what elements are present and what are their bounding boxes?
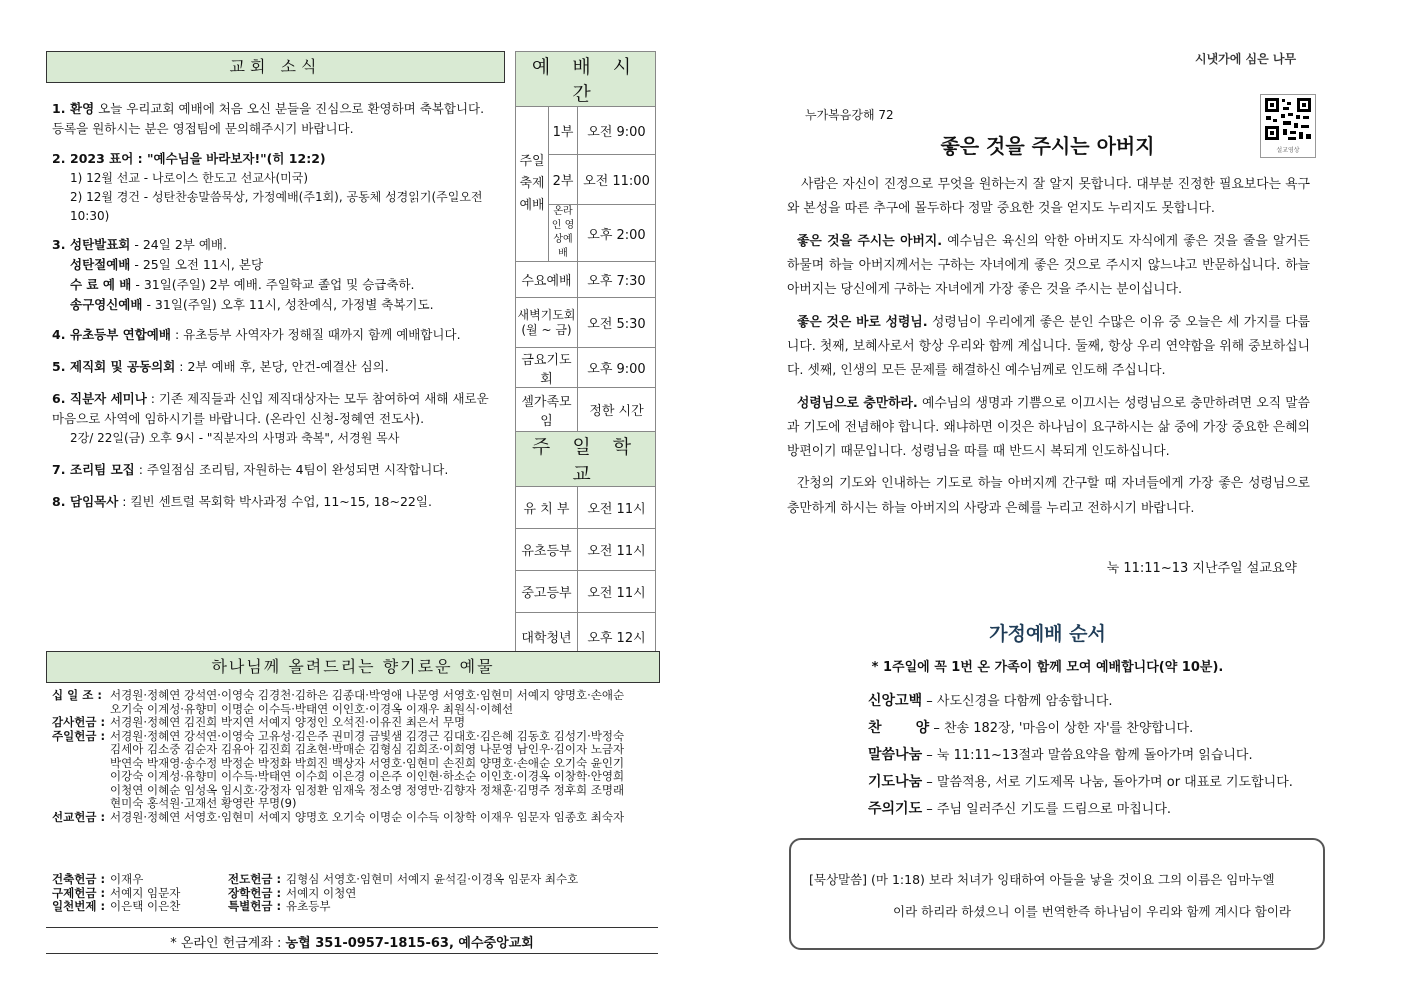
offering-names: 서경원·정혜연 강석연·이영숙 김경천·김하은 김종대·박영애 나문영 서영호·임현미 서예지 양명호·손애순 오기숙 이계성·유향미 이명순 이수득·박태연 이인호·이경옥 이재우 최원식·이혜선 [110,688,625,716]
worship-step-text: – 말씀적용, 서로 기도제목 나눔, 돌아가며 or 대표로 기도합니다. [926,775,1293,790]
news-head: 성탄발표회 [70,236,131,252]
worship-step-label: 기도나눔 [868,774,923,790]
qr-caption: 설교영상 [1276,147,1300,154]
bottom-rule [46,953,658,954]
sermon-p4-head: 성령님으로 충만하라. [797,395,918,411]
news-subline: 2) 12월 경건 - 성탄찬송말씀묵상, 가정예배(주1회), 공동체 성경읽기(주일오전10:30) [70,190,483,224]
offering-row [52,716,632,730]
account-prefix: * 온라인 헌금계좌 : [170,936,282,951]
worship-step [868,688,1318,715]
news-text: : 주일점심 조리팀, 자원하는 4팀이 완성되면 시작합니다. [138,461,449,477]
worship-step-text: – 사도신경을 다함께 암송합니다. [926,694,1113,709]
news-text: - 25일 오전 11시, 본당 [134,256,264,272]
offering-names: 서예지 임문자 [110,885,181,900]
news-number: 2. [52,151,66,166]
service-time: 오전 9:00 [578,107,656,155]
sermon-p4 [787,392,1310,465]
worship-step-label: 신앙고백 [868,693,923,709]
offering-row [52,873,642,887]
news-head: 수 료 예 배 [70,276,132,292]
offering-names: 서경원·정혜연 서영호·임현미 서예지 양명호 오기숙 이명순 이수득 이창학 이재우 임문자 임종호 최숙자 [110,809,625,824]
school-title: 주 일 학 교 [516,432,656,487]
sermon-p3-head: 좋은 것은 바로 성령님. [797,314,928,330]
news-subline: 1) 12월 선교 - 나로이스 한도고 선교사(미국) [70,171,309,185]
sermon-p2-head: 좋은 것을 주시는 아버지. [797,233,943,249]
sermon-p2-text: 예수님은 육신의 악한 아버지도 자식에게 좋은 것을 줄을 알거든 하물며 하늘 아버지께서는 구하는 자녀에게 좋은 것으로 주시지 않느냐고 반문하십니다. 하늘 아버지는 당신에게 구하는 자녀에게 가장 좋은 것을 주시는 분이십니다. [787,233,1310,298]
offering-row [52,689,632,716]
news-head: 직분자 세미나 [70,390,147,406]
news-head: 제직회 및 공동의회 [70,358,176,374]
offering-names: 이재우 [110,872,144,886]
news-item [52,99,498,139]
service-time: 오전 5:30 [578,298,656,348]
account-line [46,932,658,951]
worship-step-text: – 눅 11:11~13절과 말씀요약을 함께 돌아가며 읽습니다. [926,748,1253,763]
school-time: 오전 11시 [578,529,656,571]
sermon-p2 [787,230,1310,303]
news-item [52,325,498,345]
offering-header [46,651,660,683]
offering-names: 서예지 이청연 [286,885,357,900]
news-item [52,389,498,448]
service-name: 2부 [549,155,578,205]
service-time: 오후 7:30 [578,262,656,298]
offering-label: 감사헌금 : [52,715,106,729]
offering-pairs [52,873,642,914]
news-head: 송구영신예배 [70,296,143,312]
news-number: 8. [52,493,66,509]
schedule-title: 예 배 시 간 [516,52,656,107]
news-title: 교회 소식 [229,57,322,76]
news-text: : 킬빈 센트럴 목회학 박사과정 수업, 11~15, 18~22일. [122,493,432,509]
offering-names: 이은택 이은찬 [110,899,181,913]
offering-label: 십 일 조 : [52,688,102,702]
news-text: : 2부 예배 후, 본당, 안건-예결산 심의. [179,358,389,374]
worship-step-text: – 찬송 182장, '마음이 상한 자'를 찬양합니다. [933,721,1194,736]
news-head: 조리팀 모집 [70,461,135,477]
news-head: 담임목사 [70,493,119,509]
series-label: 누가복음강해 72 [805,108,894,122]
service-name: 온라인 영상예배 [549,205,578,262]
meditation-box [789,838,1325,950]
worship-step [868,715,1318,742]
meditation-line1: [묵상말씀] (마 1:18) 보라 처녀가 잉태하여 아들을 낳을 것이요 그의 이름은 임마누엘 [809,872,1275,887]
service-name: 1부 [549,107,578,155]
news-number: 5. [52,358,66,374]
service-name: 금요기도회 [516,348,578,388]
offering-label: 특별헌금 : [228,899,282,913]
sermon-p3 [787,311,1310,384]
service-time: 오후 2:00 [578,205,656,262]
offering-names: 김형심 서영호·임현미 서예지 윤석길·이경옥 임문자 최수호 [286,872,579,886]
service-name: 새벽기도회 (월 ~ 금) [516,298,578,348]
news-subline: 2강/ 22일(금) 오후 9시 - "직분자의 사명과 축복", 서경원 목사 [70,430,400,445]
offering-row [52,730,632,811]
offering-label: 일천번제 : [52,899,106,913]
offering-row [52,811,632,825]
worship-step-label: 말씀나눔 [868,747,923,763]
sermon-p1: 사람은 자신이 진정으로 무엇을 원하는지 잘 알지 못합니다. 대부분 진정한 필요보다는 욕구와 본성을 따른 추구에 몰두하다 정말 중요한 것을 얻지도 누리지도 못합니다. [787,177,1310,217]
news-text: 오늘 우리교회 예배에 처음 오신 분들을 진심으로 환영하며 축복합니다. 등록을 원하시는 분은 영접팀에 문의해주시기 바랍니다. [52,101,485,136]
school-time: 오후 12시 [578,613,656,661]
offering-label: 장학헌금 : [228,885,282,900]
news-head: 유초등부 연합예배 [70,326,171,342]
news-item [52,235,498,255]
news-head: 2023 표어 : "예수님을 바라보자!"(히 12:2) [70,151,326,166]
sunday-label: 주일 축제 예배 [516,107,549,262]
service-name: 셀가족모임 [516,388,578,432]
news-item [52,357,498,377]
school-name: 대학청년 [516,613,578,661]
account-number: 농협 351-0957-1815-63, 예수중앙교회 [285,936,534,951]
school-time: 오전 11시 [578,487,656,529]
offering-list [52,689,632,824]
worship-step-label: 주의기도 [868,801,923,817]
news-number: 7. [52,461,66,477]
school-name: 유 치 부 [516,487,578,529]
school-name: 유초등부 [516,529,578,571]
offering-divider [46,927,658,928]
worship-order [868,688,1318,823]
news-number: 6. [52,390,66,406]
worship-step-label: 찬 양 [868,720,930,736]
news-text: - 31일(주일) 오후 11시, 성찬예식, 가정별 축복기도. [146,296,434,312]
news-item [52,460,498,480]
news-text: - 31일(주일) 2부 예배. 주일학교 졸업 및 승급축하. [135,276,415,292]
offering-label: 선교헌금 : [52,809,106,824]
news-number: 1. [52,101,66,116]
worship-note: * 1주일에 꼭 1번 온 가족이 함께 모여 예배합니다(약 10분). [871,660,1224,675]
sermon-reference: 눅 11:11~13 지난주일 설교요약 [1106,561,1297,576]
offering-label: 전도헌금 : [228,872,282,886]
news-list [52,99,498,512]
offering-names: 서경원·정혜연 김진희 박지연 서예지 양정인 오석진·이유진 최은서 무명 [110,715,466,729]
offering-label: 건축헌금 : [52,872,106,886]
sermon-title: 좋은 것을 주시는 아버지 [940,134,1155,158]
news-item [52,275,498,295]
worship-step [868,796,1318,823]
news-number: 4. [52,326,66,342]
brand-text: 시냇가에 심은 나무 [1195,52,1297,66]
worship-title: 가정예배 순서 [989,623,1106,645]
worship-step [868,769,1318,796]
school-name: 중고등부 [516,571,578,613]
news-item [52,295,498,315]
service-time: 정한 시간 [578,388,656,432]
sermon-p5: 간청의 기도와 인내하는 기도로 하늘 아버지께 간구할 때 자녀들에게 가장 좋은 성령님으로 충만하게 하시는 하늘 아버지의 사랑과 은혜를 누리고 전하시기 바랍니다. [787,476,1310,516]
service-name: 수요예배 [516,262,578,298]
sermon-p3-text: 성령님이 우리에게 좋은 분인 수많은 이유 중 오늘은 세 가지를 다룹니다. 첫째, 보혜사로서 항상 우리와 함께 계십니다. 둘째, 항상 우리 연약함을 위해 중보하십니다. 셋째, 인생의 모든 문제를 해결하신 예수님께로 인도해 주십니다. [787,314,1311,379]
offering-label: 구제헌금 : [52,885,106,900]
offering-names: 유초등부 [286,899,331,913]
service-time: 오후 9:00 [578,348,656,388]
news-number: 3. [52,236,66,252]
offering-row [52,900,642,914]
news-text: : 기존 제직들과 신입 제직대상자는 모두 참여하여 새해 새로운 마음으로 사역에 임하시기를 바랍니다. (온라인 신청-정혜연 전도사). [52,390,489,426]
sermon-p4-text: 예수님의 생명과 기쁨으로 이끄시는 성령님으로 충만하려면 오직 말씀과 기도에 전념해야 합니다. 왜냐하면 이것은 하나님이 요구하시는 삶 중에 가장 중요한 은혜의 방편이기 때문입니다. 성령님을 따를 때 반드시 복되게 인도하십니다. [787,395,1310,460]
news-head: 환영 [70,101,95,116]
worship-step [868,742,1318,769]
worship-schedule [515,51,656,661]
news-text: - 24일 2부 예배. [134,236,227,252]
news-item [52,492,498,512]
news-head: 성탄절예배 [70,256,131,272]
meditation-line2: 이라 하리라 하셨으니 이를 번역한즉 하나님이 우리와 함께 계시다 함이라 [893,904,1292,919]
offering-row [52,887,642,901]
school-time: 오전 11시 [578,571,656,613]
offering-names: 서경원·정혜연 강석연·이영숙 고유성·김은주 권미경 금빛샘 김경근 김대호·김은혜 김동호 김성기·박정숙 김세아 김소중 김순자 김유아 김진희 김초현·박매순 김형심 김희조·이희영 나문영 남인우·김이자 노금자 박연숙 박재영·송수정 박정순 박정화 박희진 백상자 서영호·임현미 손진희 양명호·손애순 오기숙 윤인기 이강숙 이계성·유향미 이수득·박태연 이수희 이은경 이은주 이인현·하소순 이인호·이경옥 이창학·안영희 이청연 이혜순 임성옥 임시호·강정자 임정환 임재욱 정소영 정영만·김향자 정채훈·김명주 정후희 조명래 현미숙 홍석원·고재선 황영란 무명(9) [110,728,625,810]
offering-title: 하나님께 올려드리는 향기로운 예물 [211,657,495,676]
service-time: 오전 11:00 [578,155,656,205]
news-item [52,255,498,275]
news-text: : 유초등부 사역자가 정해질 때까지 함께 예배합니다. [174,326,461,342]
news-item [52,149,498,227]
news-header [46,51,505,83]
sermon-body [787,173,1310,521]
offering-label: 주일헌금 : [52,728,106,743]
worship-step-text: – 주님 일러주신 기도를 드림으로 마칩니다. [926,802,1172,817]
